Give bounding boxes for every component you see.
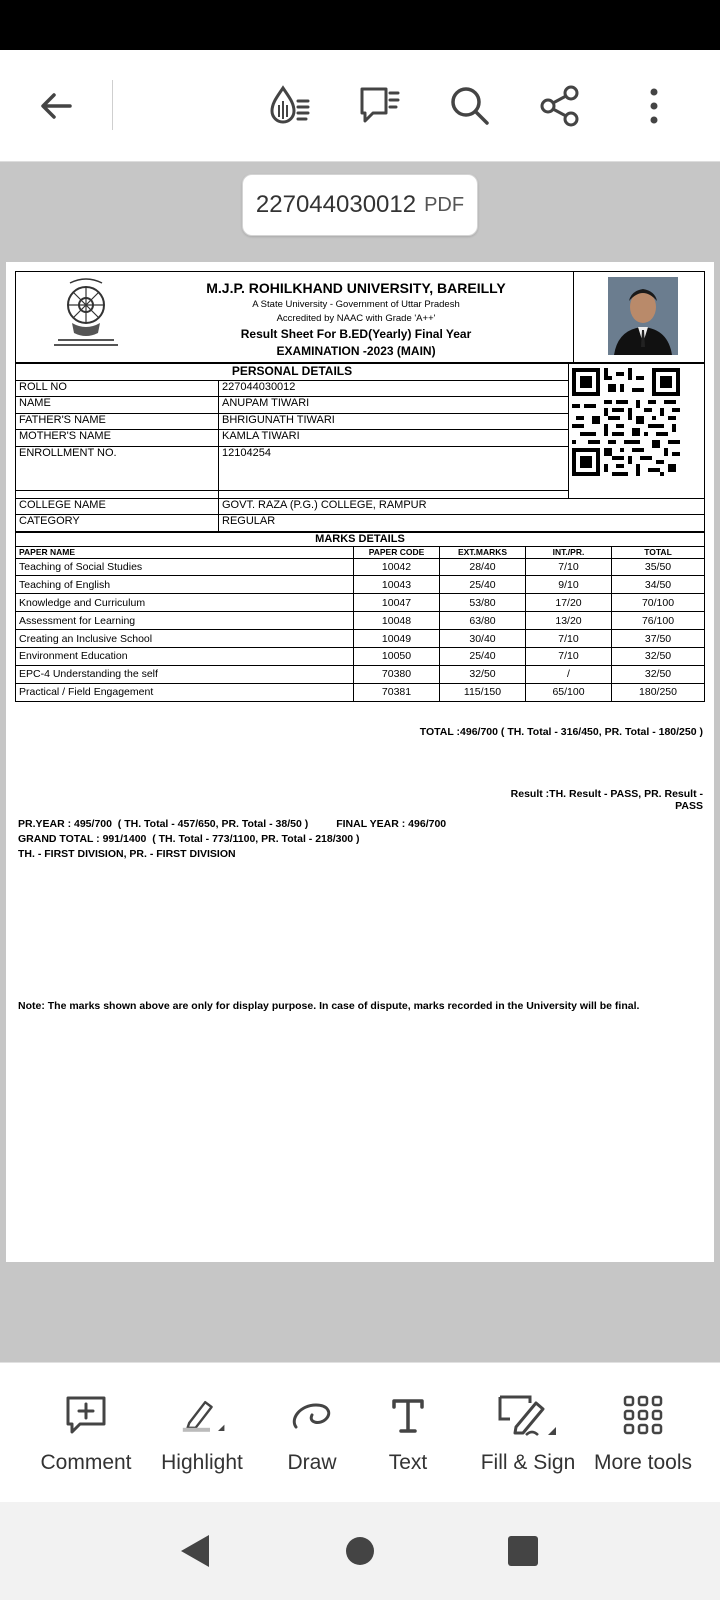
comment-add-icon bbox=[62, 1391, 110, 1439]
roll-no-label: ROLL NO bbox=[16, 380, 219, 397]
college-label: COLLEGE NAME bbox=[16, 498, 219, 515]
division-line: TH. - FIRST DIVISION, PR. - FIRST DIVISION bbox=[18, 847, 236, 860]
paper-code: 10048 bbox=[354, 612, 440, 630]
spacer-cell bbox=[219, 490, 569, 498]
fill-sign-tool-label: Fill & Sign bbox=[480, 1451, 576, 1474]
category-label: CATEGORY bbox=[16, 515, 219, 532]
table-row bbox=[16, 576, 705, 594]
toolbar-divider bbox=[112, 80, 113, 130]
paper-code: 70381 bbox=[354, 683, 440, 701]
more-options-button[interactable] bbox=[626, 78, 682, 134]
fill-sign-icon bbox=[496, 1391, 560, 1439]
paper-name: Creating an Inclusive School bbox=[16, 630, 354, 648]
text-tool-label: Text bbox=[388, 1451, 428, 1474]
ext-marks: 63/80 bbox=[440, 612, 526, 630]
int-marks: 9/10 bbox=[526, 576, 612, 594]
triangle-back-icon bbox=[177, 1531, 213, 1571]
col-int-pr: INT./PR. bbox=[526, 546, 612, 558]
paper-code: 10043 bbox=[354, 576, 440, 594]
result-sheet bbox=[15, 271, 705, 1012]
paper-name: EPC-4 Understanding the self bbox=[16, 665, 354, 683]
father-name-label: FATHER'S NAME bbox=[16, 413, 219, 430]
int-marks: 17/20 bbox=[526, 594, 612, 612]
nav-recents-button[interactable] bbox=[498, 1526, 548, 1576]
qr-cell bbox=[569, 364, 705, 499]
paper-name: Environment Education bbox=[16, 647, 354, 665]
search-button[interactable] bbox=[442, 78, 498, 134]
paper-code: 70380 bbox=[354, 665, 440, 683]
table-row bbox=[16, 594, 705, 612]
more-vertical-icon bbox=[644, 84, 664, 128]
total-marks: 34/50 bbox=[612, 576, 705, 594]
ext-marks: 30/40 bbox=[440, 630, 526, 648]
document-viewer[interactable] bbox=[0, 162, 720, 1362]
paper-code: 10042 bbox=[354, 558, 440, 576]
draw-icon bbox=[288, 1391, 336, 1439]
search-icon bbox=[448, 84, 492, 128]
photo-box bbox=[573, 271, 707, 363]
ext-marks: 25/40 bbox=[440, 576, 526, 594]
ext-marks: 53/80 bbox=[440, 594, 526, 612]
marks-table bbox=[15, 532, 705, 702]
pr-year-total: PR.YEAR : 495/700 ( TH. Total - 457/650, PR. Total - 38/50 ) bbox=[18, 817, 309, 830]
more-tools[interactable] bbox=[580, 1391, 706, 1491]
disclaimer-note: Note: The marks shown above are only for display purpose. In case of dispute, marks recorded in the University will be final. bbox=[18, 999, 640, 1012]
draw-tool[interactable] bbox=[262, 1391, 362, 1491]
paper-name: Teaching of English bbox=[16, 576, 354, 594]
paper-name: Practical / Field Engagement bbox=[16, 683, 354, 701]
int-marks: 7/10 bbox=[526, 630, 612, 648]
liquid-mode-icon bbox=[267, 83, 313, 129]
college-value: GOVT. RAZA (P.G.) COLLEGE, RAMPUR bbox=[219, 498, 705, 515]
total-marks: 32/50 bbox=[612, 647, 705, 665]
state-university-line: A State University - Government of Uttar Pradesh bbox=[252, 299, 460, 310]
paper-name: Teaching of Social Studies bbox=[16, 558, 354, 576]
ext-marks: 28/40 bbox=[440, 558, 526, 576]
col-paper-name: PAPER NAME bbox=[16, 546, 354, 558]
paper-code: 10047 bbox=[354, 594, 440, 612]
paper-name: Assessment for Learning bbox=[16, 612, 354, 630]
share-icon bbox=[538, 84, 582, 128]
name-value: ANUPAM TIWARI bbox=[219, 397, 569, 414]
fill-sign-tool[interactable] bbox=[466, 1391, 590, 1491]
int-marks: 65/100 bbox=[526, 683, 612, 701]
paper-name: Knowledge and Curriculum bbox=[16, 594, 354, 612]
table-row bbox=[16, 665, 705, 683]
int-marks: 13/20 bbox=[526, 612, 612, 630]
ext-marks: 115/150 bbox=[440, 683, 526, 701]
table-row bbox=[16, 630, 705, 648]
mother-name-value: KAMLA TIWARI bbox=[219, 430, 569, 447]
system-navigation-bar bbox=[0, 1502, 720, 1600]
file-name: 227044030012 bbox=[255, 191, 417, 218]
col-paper-code: PAPER CODE bbox=[354, 546, 440, 558]
text-icon bbox=[384, 1391, 432, 1439]
arrow-left-icon bbox=[36, 86, 76, 126]
examination-title: EXAMINATION -2023 (MAIN) bbox=[276, 344, 436, 358]
grid-icon bbox=[619, 1391, 667, 1439]
col-total: TOTAL bbox=[612, 546, 705, 558]
table-row bbox=[16, 612, 705, 630]
highlight-tool-label: Highlight bbox=[161, 1451, 243, 1474]
ext-marks: 32/50 bbox=[440, 665, 526, 683]
draw-tool-label: Draw bbox=[287, 1451, 337, 1474]
university-logo bbox=[50, 277, 122, 351]
col-ext-marks: EXT.MARKS bbox=[440, 546, 526, 558]
student-photo bbox=[608, 277, 678, 355]
back-button[interactable] bbox=[28, 78, 84, 134]
comments-button[interactable] bbox=[352, 78, 408, 134]
text-tool[interactable] bbox=[358, 1391, 458, 1491]
qr-code bbox=[572, 368, 680, 476]
square-recents-icon bbox=[507, 1535, 539, 1567]
enrollment-label: ENROLLMENT NO. bbox=[16, 446, 219, 490]
bottom-toolbar bbox=[0, 1362, 720, 1502]
name-label: NAME bbox=[16, 397, 219, 414]
highlight-tool[interactable] bbox=[152, 1391, 252, 1491]
mother-name-label: MOTHER'S NAME bbox=[16, 430, 219, 447]
paper-code: 10050 bbox=[354, 647, 440, 665]
university-name: M.J.P. ROHILKHAND UNIVERSITY, BAREILLY bbox=[206, 280, 506, 296]
nav-back-button[interactable] bbox=[170, 1526, 220, 1576]
nav-home-button[interactable] bbox=[335, 1526, 385, 1576]
liquid-mode-button[interactable] bbox=[262, 78, 318, 134]
total-marks: 37/50 bbox=[612, 630, 705, 648]
total-line: TOTAL :496/700 ( TH. Total - 316/450, PR. Total - 180/250 ) bbox=[419, 725, 703, 738]
highlighter-icon bbox=[178, 1391, 226, 1439]
int-marks: 7/10 bbox=[526, 558, 612, 576]
table-row bbox=[16, 647, 705, 665]
share-button[interactable] bbox=[532, 78, 588, 134]
circle-home-icon bbox=[344, 1535, 376, 1567]
category-value: REGULAR bbox=[219, 515, 705, 532]
marks-header-row bbox=[16, 546, 705, 558]
marks-details-title: MARKS DETAILS bbox=[16, 532, 705, 546]
document-header bbox=[15, 271, 705, 363]
father-name-value: BHRIGUNATH TIWARI bbox=[219, 413, 569, 430]
total-marks: 180/250 bbox=[612, 683, 705, 701]
comment-tool-label: Comment bbox=[40, 1451, 132, 1474]
comments-icon bbox=[357, 83, 403, 129]
pdf-page[interactable] bbox=[6, 262, 714, 1262]
top-app-bar bbox=[0, 50, 720, 162]
total-marks: 35/50 bbox=[612, 558, 705, 576]
file-name-chip[interactable] bbox=[242, 174, 478, 236]
total-marks: 70/100 bbox=[612, 594, 705, 612]
ext-marks: 25/40 bbox=[440, 647, 526, 665]
personal-details-table bbox=[15, 363, 705, 532]
int-marks: / bbox=[526, 665, 612, 683]
comment-tool[interactable] bbox=[36, 1391, 136, 1491]
header-text bbox=[156, 280, 556, 358]
more-tools-label: More tools bbox=[593, 1451, 693, 1474]
enrollment-value: 12104254 bbox=[219, 446, 569, 490]
total-marks: 32/50 bbox=[612, 665, 705, 683]
result-sheet-title: Result Sheet For B.ED(Yearly) Final Year bbox=[240, 327, 472, 341]
total-marks: 76/100 bbox=[612, 612, 705, 630]
status-bar bbox=[0, 0, 720, 50]
file-type: PDF bbox=[424, 193, 465, 216]
paper-code: 10049 bbox=[354, 630, 440, 648]
year-totals-line bbox=[15, 818, 705, 830]
int-marks: 7/10 bbox=[526, 647, 612, 665]
accreditation-line: Accredited by NAAC with Grade 'A++' bbox=[276, 313, 436, 324]
personal-details-title: PERSONAL DETAILS bbox=[16, 364, 569, 381]
roll-no-value: 227044030012 bbox=[219, 380, 569, 397]
final-year-total: FINAL YEAR : 496/700 bbox=[336, 817, 447, 830]
result-line: Result :TH. Result - PASS, PR. Result - PASS bbox=[510, 787, 703, 812]
table-row bbox=[16, 558, 705, 576]
spacer-cell bbox=[16, 490, 219, 498]
table-row bbox=[16, 683, 705, 701]
grand-total: GRAND TOTAL : 991/1400 ( TH. Total - 773/1100, PR. Total - 218/300 ) bbox=[18, 832, 360, 845]
